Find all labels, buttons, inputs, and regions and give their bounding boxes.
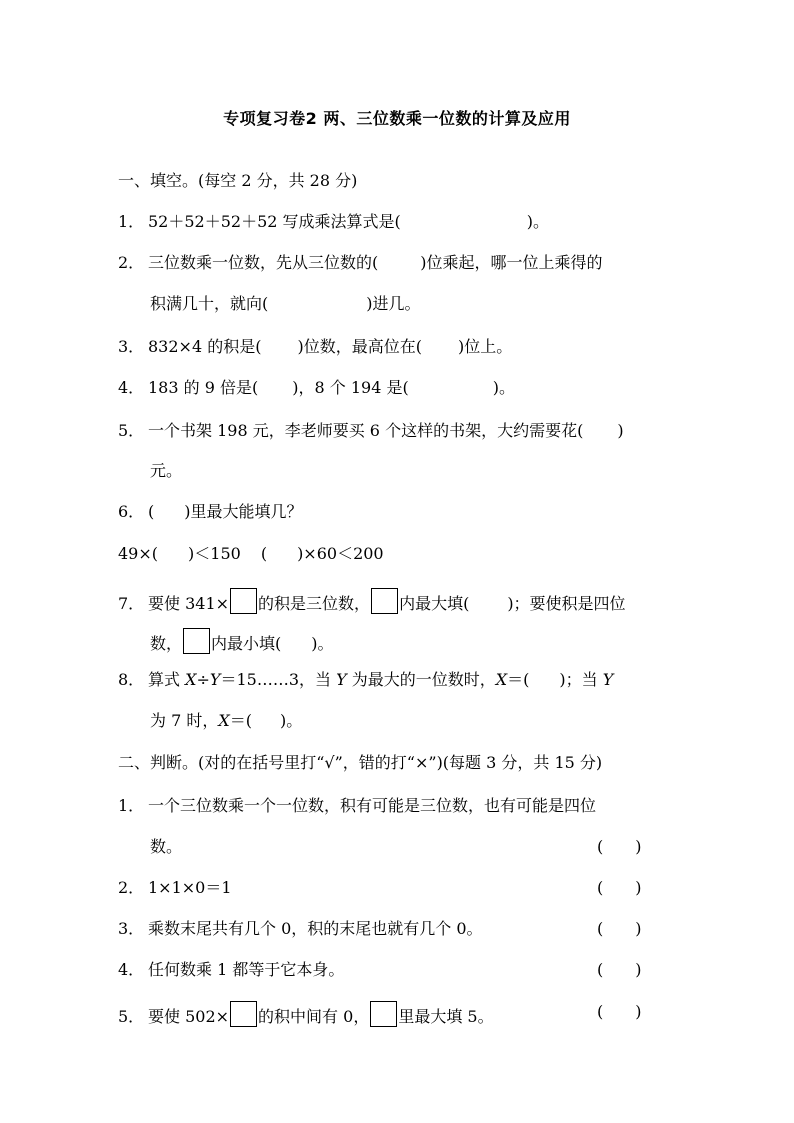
question-text: )×60＜200 — [297, 544, 384, 563]
judgment-paren[interactable]: ( ) — [597, 878, 642, 897]
question-text: 内最小填( — [211, 634, 282, 653]
question-text: 一个三位数乘一个一位数，积有可能是三位数，也有可能是四位 — [148, 796, 597, 815]
answer-box[interactable] — [370, 1001, 397, 1027]
question-2-3 — [118, 918, 483, 940]
variable-y: Y — [209, 670, 221, 689]
question-1-2-line2 — [150, 293, 421, 315]
question-1-1 — [118, 211, 549, 233]
question-number: 1． — [118, 796, 145, 815]
question-text: 832×4 的积是( — [148, 337, 262, 356]
division-sign: ÷ — [196, 670, 210, 689]
question-2-1 — [118, 795, 596, 817]
question-number: 3． — [118, 337, 145, 356]
question-number: 4． — [118, 378, 145, 397]
section2-heading: 二、判断。(对的在括号里打“√”，错的打“×”)(每题 3 分，共 15 分) — [118, 753, 603, 772]
answer-box[interactable] — [371, 588, 398, 614]
question-text: 内最大填( — [399, 594, 470, 613]
question-1-3 — [118, 336, 512, 358]
question-2-4 — [118, 959, 344, 981]
question-text: )位乘起，哪一位上乘得的 — [420, 253, 603, 272]
question-1-6 — [118, 501, 303, 523]
question-text: )＜150 — [188, 544, 241, 563]
question-1-8-line2 — [150, 710, 302, 732]
question-1-5-line2: 元。 — [150, 461, 183, 480]
question-text: 52＋52＋52＋52 写成乘法算式是( — [148, 212, 401, 231]
question-1-5 — [118, 420, 624, 442]
question-text: )进几。 — [366, 294, 421, 313]
question-1-2 — [118, 252, 603, 274]
question-text: 积满几十，就向( — [150, 294, 269, 313]
question-text: 49×( — [118, 544, 159, 563]
variable-y: Y — [336, 670, 347, 689]
question-text: )；要使积是四位 — [507, 594, 626, 613]
question-2-1-line2: 数。 — [150, 837, 183, 856]
question-text: 1×1×0＝1 — [148, 878, 232, 897]
variable-x: X — [185, 670, 197, 689]
answer-box[interactable] — [230, 588, 257, 614]
question-text: 为最大的一位数时， — [346, 670, 496, 689]
question-text: 要使 502× — [148, 1007, 230, 1026]
question-text: 三位数乘一位数，先从三位数的( — [148, 253, 379, 272]
question-number: 2． — [118, 253, 145, 272]
question-text: )位上。 — [457, 337, 513, 356]
question-number: 4． — [118, 960, 145, 979]
answer-box[interactable] — [230, 1001, 257, 1027]
question-number: 1． — [118, 212, 145, 231]
question-text: ＝( — [229, 711, 252, 730]
question-number: 8． — [118, 670, 145, 689]
question-1-6-line2 — [118, 543, 384, 565]
variable-x: X — [218, 711, 230, 730]
question-text: )；当 — [559, 670, 603, 689]
question-text: 里最大填 5。 — [398, 1007, 494, 1026]
question-text: )里最大能填几？ — [184, 502, 303, 521]
question-1-7 — [118, 588, 626, 615]
question-text: 183 的 9 倍是( — [148, 378, 259, 397]
question-text: 要使 341× — [148, 594, 230, 613]
question-text: ) — [617, 421, 624, 440]
question-1-7-line2 — [150, 628, 334, 655]
question-2-2 — [118, 877, 232, 899]
question-text: ＝( — [507, 670, 530, 689]
question-number: 5． — [118, 1007, 145, 1026]
question-text: 的积中间有 0， — [258, 1007, 370, 1026]
question-number: 3． — [118, 919, 145, 938]
question-1-8 — [118, 669, 613, 691]
question-text: 的积是三位数， — [258, 594, 371, 613]
question-text: 一个书架 198 元，李老师要买 6 个这样的书架，大约需要花( — [148, 421, 584, 440]
variable-y: Y — [602, 670, 614, 689]
question-text: 数， — [150, 634, 183, 653]
question-text: 算式 — [148, 670, 186, 689]
question-text: )，8 个 194 是( — [292, 378, 409, 397]
variable-x: X — [495, 670, 508, 689]
question-text: ( — [148, 502, 155, 521]
question-number: 7． — [118, 594, 145, 613]
question-number: 2． — [118, 878, 145, 897]
judgment-paren[interactable]: ( ) — [597, 1002, 642, 1021]
question-text: )位数，最高位在( — [297, 337, 422, 356]
question-text: )。 — [280, 711, 303, 730]
question-text: ＝15……3，当 — [220, 670, 337, 689]
question-text: 任何数乘 1 都等于它本身。 — [148, 960, 345, 979]
question-text: 乘数末尾共有几个 0，积的末尾也就有几个 0。 — [148, 919, 483, 938]
question-text: )。 — [492, 378, 515, 397]
question-text: )。 — [311, 634, 334, 653]
question-text: ( — [260, 544, 268, 563]
answer-box[interactable] — [183, 628, 210, 654]
question-number: 5． — [118, 421, 145, 440]
question-text: 为 7 时， — [150, 711, 219, 730]
section1-heading: 一、填空。(每空 2 分，共 28 分) — [118, 171, 358, 190]
judgment-paren[interactable]: ( ) — [597, 919, 642, 938]
question-number: 6． — [118, 502, 145, 521]
question-text: )。 — [526, 212, 550, 231]
question-1-4 — [118, 377, 515, 399]
page-title: 专项复习卷2 两、三位数乘一位数的计算及应用 — [223, 109, 571, 128]
judgment-paren[interactable]: ( ) — [597, 837, 642, 856]
judgment-paren[interactable]: ( ) — [597, 960, 642, 979]
question-2-5 — [118, 1001, 494, 1028]
